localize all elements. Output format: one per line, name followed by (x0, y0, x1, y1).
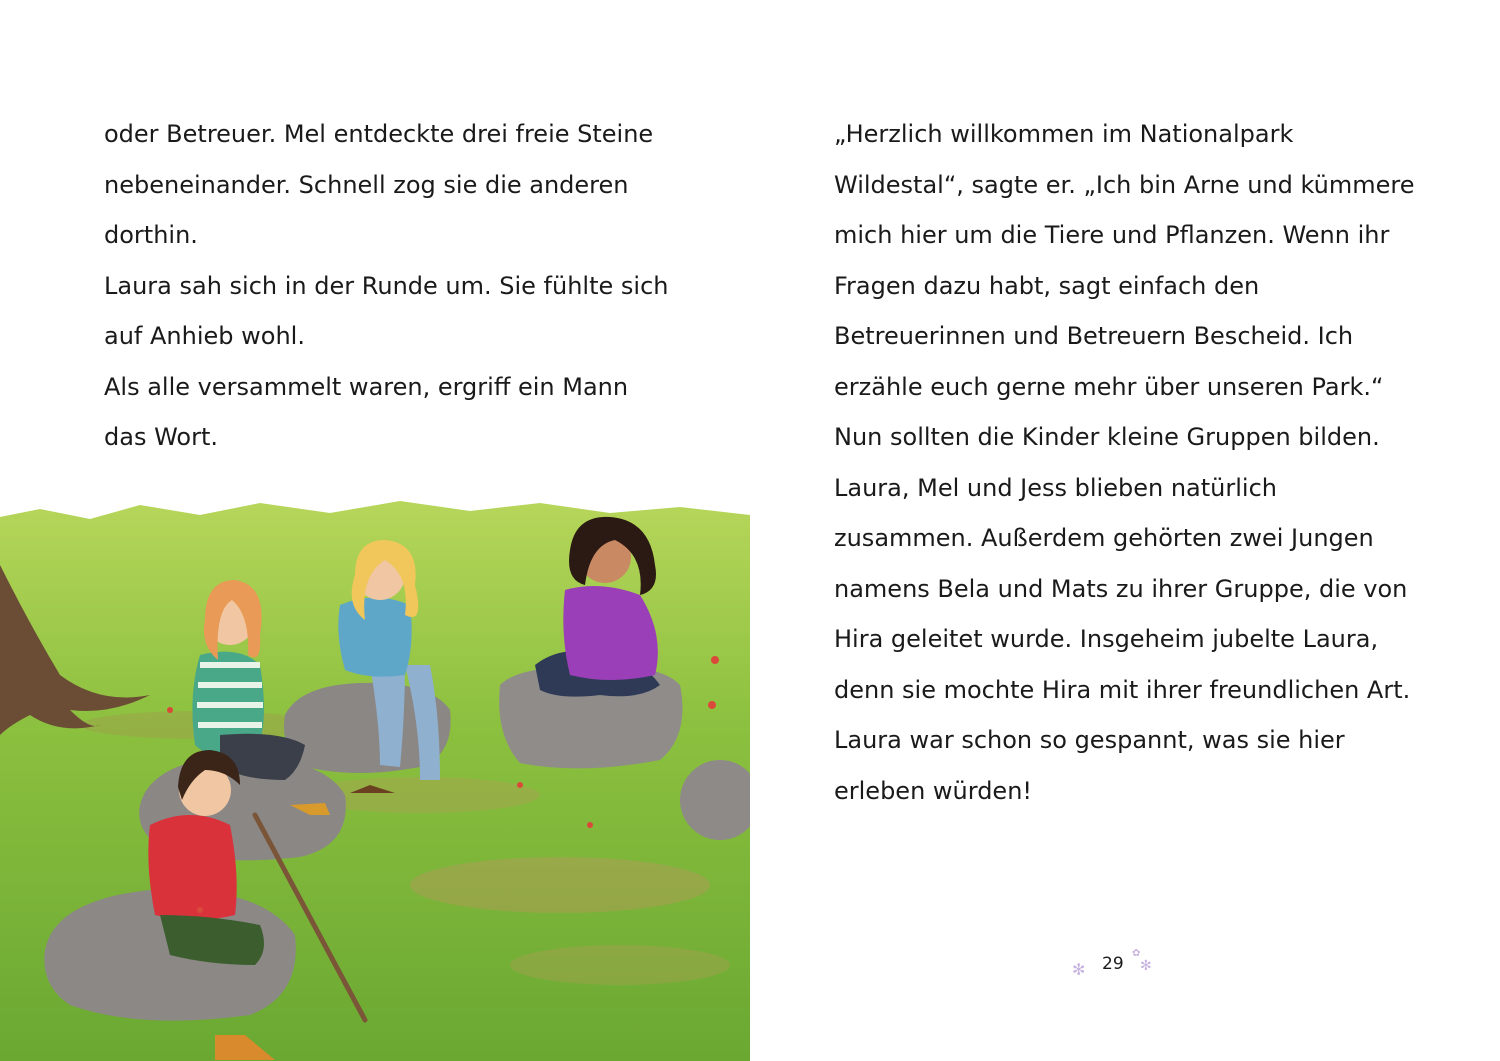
text-line: Hira geleitet wurde. Insgeheim jubelte Laura, (834, 625, 1379, 653)
text-line: auf Anhieb wohl. (104, 322, 305, 350)
text-line: Betreuerinnen und Betreuern Bescheid. Ich (834, 322, 1354, 350)
flower-icon: ✿ (1132, 948, 1141, 959)
text-line: zusammen. Außerdem gehörten zwei Jungen (834, 524, 1374, 552)
text-line: nebeneinander. Schnell zog sie die anderen (104, 170, 629, 199)
text-line: Fragen dazu habt, sagt einfach den (834, 271, 1260, 300)
text-line: mich hier um die Tiere und Pflanzen. Wenn ihr (834, 221, 1390, 249)
text-line: denn sie mochte Hira mit ihrer freundlichen Art. (834, 675, 1411, 704)
text-line: Laura sah sich in der Runde um. Sie fühlte sich (104, 271, 669, 300)
flower-icon: ✻ (1140, 958, 1152, 974)
text-line: „Herzlich willkommen im Nationalpark (834, 120, 1294, 148)
text-line: namens Bela und Mats zu ihrer Gruppe, die von (834, 574, 1408, 603)
text-line: erzähle euch gerne mehr über unseren Park.“ (834, 372, 1384, 401)
text-line: oder Betreuer. Mel entdeckte drei freie Steine (104, 120, 654, 148)
dirt-patch (510, 945, 730, 985)
text-line: erleben würden! (834, 776, 1033, 805)
meadow-illustration (0, 495, 750, 1061)
page-number: 29 (1102, 954, 1124, 974)
text-line: Wildestal“, sagte er. „Ich bin Arne und kümmere (834, 170, 1415, 199)
text-line: dorthin. (104, 221, 198, 249)
text-line: das Wort. (104, 423, 218, 451)
left-page-text (104, 109, 704, 463)
text-line: Als alle versammelt waren, ergriff ein Mann (104, 372, 629, 401)
flower-icon: ✻ (1072, 960, 1086, 979)
dirt-patch (410, 857, 710, 913)
text-line: Laura, Mel und Jess blieben natürlich (834, 473, 1277, 502)
text-line: Laura war schon so gespannt, was sie hier (834, 726, 1345, 754)
right-page-text (834, 109, 1454, 816)
page-footer (1070, 948, 1160, 988)
text-line: Nun sollten die Kinder kleine Gruppen bilden. (834, 423, 1380, 451)
right-page (750, 0, 1500, 1061)
